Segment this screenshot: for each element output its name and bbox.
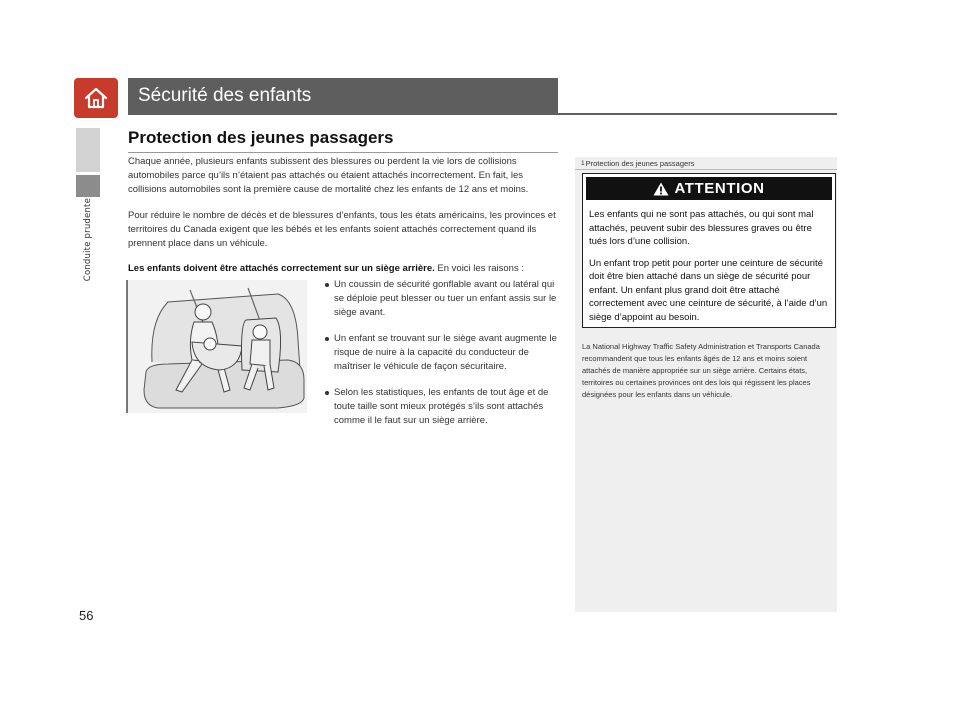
home-button[interactable]	[74, 78, 118, 118]
section-tab-label: Conduite prudente	[83, 198, 93, 282]
warning-paragraph: Les enfants qui ne sont pas attachés, ou qui sont mal attachés, peuvent subir des blessures graves ou être tués lors d’une collision.	[589, 209, 814, 247]
rear-seat-lead: En voici les raisons :	[434, 263, 524, 274]
section-title: Protection des jeunes passagers	[128, 128, 558, 153]
list-item: Un enfant se trouvant sur le siège avant augmente le risque de nuire à la capacité du conducteur de maîtriser le véhicule de façon sécuritaire.	[322, 332, 560, 374]
side-note-title: Protection des jeunes passagers	[585, 158, 695, 168]
gutter-block	[76, 128, 100, 172]
list-item: Selon les statistiques, les enfants de tout âge et de toute taille sont mieux protégés s’ils sont attachés comme il le faut sur un siège arrière.	[322, 386, 560, 428]
warning-label: ATTENTION	[674, 180, 765, 197]
warning-banner	[586, 177, 832, 200]
paragraph-intro: Chaque année, plusieurs enfants subissent des blessures ou perdent la vie lors de collisions automobiles parce qu’ils n’étaient pas attachés ou étaient attachés incorrectement. En fait, les collisions automobiles sont la première cause de mortalité chez les enfants de 12 ans et moins.	[128, 156, 529, 195]
paragraph-rear-seat	[128, 262, 573, 276]
home-icon	[83, 86, 109, 110]
reference-number: 1	[581, 159, 585, 167]
rear-seat-emphasis: Les enfants doivent être attachés correctement sur un siège arrière.	[128, 263, 435, 274]
warning-triangle-icon	[653, 182, 669, 196]
list-item: Un coussin de sécurité gonflable avant ou latéral qui se déploie peut blesser ou tuer un enfant assis sur le siège avant.	[322, 278, 560, 320]
warning-text	[583, 200, 835, 324]
header-rule	[128, 113, 837, 115]
paragraph-laws: Pour réduire le nombre de décès et de blessures d’enfants, tous les états américains, les provinces et territoires du Canada exigent que les bébés et les enfants soient attachés correctement quand ils prennent place dans un véhicule.	[128, 210, 556, 249]
side-note-panel	[575, 157, 837, 612]
side-note-heading	[575, 157, 837, 170]
child-seat-illustration-image	[128, 280, 307, 413]
section-tab[interactable]	[76, 198, 100, 318]
page-number: 56	[79, 608, 94, 623]
rear-seat-illustration	[126, 280, 307, 413]
chapter-header	[128, 78, 558, 114]
warning-box	[582, 173, 836, 328]
reasons-list	[322, 278, 560, 440]
warning-paragraph: Un enfant trop petit pour porter une ceinture de sécurité doit être bien attaché dans un siège de sécurité pour enfant. Un enfant plus grand doit être attaché correctement avec une ceinture de sécurité, à l’aide d’un siège d’appoint au besoin.	[589, 257, 828, 323]
chapter-title: Sécurité des enfants	[138, 85, 312, 106]
gutter-block-active	[76, 175, 100, 197]
side-note-text: La National Highway Traffic Safety Administration et Transports Canada recommandent que tous les enfants âgés de 12 ans et moins soient attachés de manière appropriée sur un siège arrière. Certains états, territoires ou certaines provinces ont des lois qui régissent les places désignées pour les enfants dans un véhicule.	[582, 342, 820, 399]
